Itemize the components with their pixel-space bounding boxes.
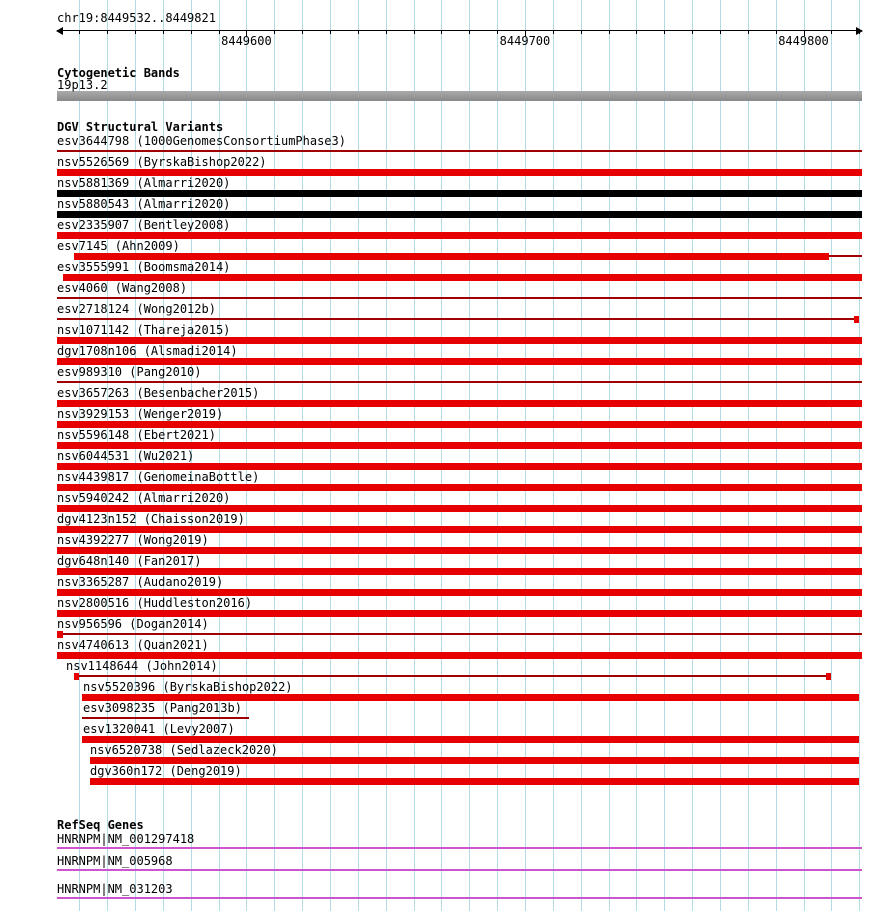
ruler-tick (219, 31, 220, 34)
gridline (804, 0, 805, 911)
ruler-tick (776, 31, 777, 34)
variant-label[interactable]: nsv5940242 (Almarri2020) (57, 491, 231, 505)
ruler-tick (107, 31, 108, 34)
ruler-tick (79, 31, 80, 34)
variant-thick[interactable] (82, 736, 859, 743)
variant-line[interactable] (57, 381, 862, 383)
variant-thick[interactable] (57, 442, 862, 449)
variant-block[interactable] (826, 673, 832, 680)
variant-label[interactable]: esv2335907 (Bentley2008) (57, 218, 231, 232)
variant-thick[interactable] (57, 526, 862, 533)
ruler-tick (859, 31, 860, 34)
variant-line[interactable] (63, 633, 862, 635)
ruler-tick (609, 31, 610, 34)
variant-label[interactable]: esv4060 (Wang2008) (57, 281, 188, 295)
variant-label[interactable]: dgv360n172 (Deng2019) (90, 764, 242, 778)
variant-thick[interactable] (57, 505, 862, 512)
variant-line[interactable] (79, 675, 826, 677)
ruler-tick-label: 8449700 (499, 34, 551, 48)
cytoband-bar[interactable] (57, 91, 862, 101)
variant-thick[interactable] (57, 652, 862, 659)
gridline (358, 0, 359, 911)
gene-line[interactable] (57, 897, 862, 899)
gene-line[interactable] (57, 869, 862, 871)
variant-label[interactable]: dgv4123n152 (Chaisson2019) (57, 512, 245, 526)
gridline (609, 0, 610, 911)
variant-label[interactable]: nsv3365287 (Audano2019) (57, 575, 224, 589)
variant-label[interactable]: esv3555991 (Boomsma2014) (57, 260, 231, 274)
ruler-tick (135, 31, 136, 34)
ruler-tick (163, 31, 164, 34)
ruler-tick (636, 31, 637, 34)
variant-label[interactable]: nsv6520738 (Sedlazeck2020) (90, 743, 278, 757)
variant-thick[interactable] (63, 274, 862, 281)
variant-label[interactable]: nsv5526569 (ByrskaBishop2022) (57, 155, 267, 169)
ruler-tick (469, 31, 470, 34)
variant-label[interactable]: nsv6044531 (Wu2021) (57, 449, 195, 463)
ruler-tick (441, 31, 442, 34)
variant-label[interactable]: nsv1148644 (John2014) (66, 659, 218, 673)
variant-label[interactable]: nsv5881369 (Almarri2020) (57, 176, 231, 190)
refseq-heading: RefSeq Genes (57, 818, 144, 832)
variant-label[interactable]: dgv1708n106 (Alsmadi2014) (57, 344, 238, 358)
ruler-line[interactable] (57, 30, 862, 31)
variant-label[interactable]: esv1320041 (Levy2007) (83, 722, 235, 736)
ruler-left-arrow-icon (56, 27, 63, 35)
variant-label[interactable]: esv989310 (Pang2010) (57, 365, 202, 379)
ruler-tick (553, 31, 554, 34)
ruler-tick (414, 31, 415, 34)
variant-label[interactable]: esv3098235 (Pang2013b) (83, 701, 242, 715)
variant-thick[interactable] (57, 400, 862, 407)
variant-thick[interactable] (57, 337, 862, 344)
gene-label[interactable]: HNRNPM|NM_005968 (57, 854, 173, 868)
gridline (776, 0, 777, 911)
variant-thick[interactable] (57, 232, 862, 239)
variant-thick[interactable] (57, 211, 862, 218)
variant-block[interactable] (854, 316, 860, 323)
variant-label[interactable]: nsv5520396 (ByrskaBishop2022) (83, 680, 293, 694)
gene-label[interactable]: HNRNPM|NM_031203 (57, 882, 173, 896)
gridline (497, 0, 498, 911)
cytoband-name-label: 19p13.2 (57, 78, 108, 92)
cytobands-heading: Cytogenetic Bands (57, 66, 180, 80)
ruler-tick (720, 31, 721, 34)
variant-line[interactable] (57, 318, 854, 320)
variant-label[interactable]: nsv1071142 (Thareja2015) (57, 323, 231, 337)
variant-thick[interactable] (57, 169, 862, 176)
ruler-tick (748, 31, 749, 34)
variant-line[interactable] (57, 297, 862, 299)
variant-label[interactable]: esv3657263 (Besenbacher2015) (57, 386, 260, 400)
gridline (636, 0, 637, 911)
gridline (553, 0, 554, 911)
dgv-heading: DGV Structural Variants (57, 120, 224, 134)
ruler-tick (358, 31, 359, 34)
ruler-tick-label: 8449600 (221, 34, 272, 48)
variant-thick[interactable] (90, 778, 859, 785)
gridline (748, 0, 749, 911)
variant-label[interactable]: nsv4392277 (Wong2019) (57, 533, 209, 547)
variant-label[interactable]: nsv5880543 (Almarri2020) (57, 197, 231, 211)
variant-label[interactable]: esv2718124 (Wong2012b) (57, 302, 216, 316)
ruler-tick (330, 31, 331, 34)
variant-line[interactable] (57, 150, 862, 152)
variant-thick[interactable] (57, 190, 862, 197)
ruler-tick (497, 31, 498, 34)
gridline (692, 0, 693, 911)
ruler-tick-label: 8449800 (778, 34, 829, 48)
gene-line[interactable] (57, 847, 862, 849)
gene-label[interactable]: HNRNPM|NM_001297418 (57, 832, 195, 846)
gridline (720, 0, 721, 911)
variant-label[interactable]: esv3644798 (1000GenomesConsortiumPhase3) (57, 134, 346, 148)
variant-label[interactable]: dgv648n140 (Fan2017) (57, 554, 202, 568)
variant-label[interactable]: nsv5596148 (Ebert2021) (57, 428, 216, 442)
ruler-tick (831, 31, 832, 34)
ruler-tick (692, 31, 693, 34)
variant-thick[interactable] (57, 358, 862, 365)
variant-line[interactable] (82, 717, 249, 719)
gridline (831, 0, 832, 911)
gridline (664, 0, 665, 911)
variant-thick[interactable] (82, 694, 859, 701)
variant-thick[interactable] (57, 610, 862, 617)
variant-label[interactable]: esv7145 (Ahn2009) (57, 239, 180, 253)
gridline (859, 0, 860, 911)
variant-thick[interactable] (57, 547, 862, 554)
ruler-tick (191, 31, 192, 34)
variant-label[interactable]: nsv2800516 (Huddleston2016) (57, 596, 253, 610)
variant-label[interactable]: nsv4740613 (Quan2021) (57, 638, 209, 652)
ruler-tick (664, 31, 665, 34)
variant-thick[interactable] (57, 484, 862, 491)
gridline (386, 0, 387, 911)
variant-line[interactable] (829, 255, 862, 257)
ruler-tick (302, 31, 303, 34)
gridline (525, 0, 526, 911)
variant-thick[interactable] (57, 463, 862, 470)
ruler-tick (274, 31, 275, 34)
gridline (441, 0, 442, 911)
region-coordinates: chr19:8449532..8449821 (57, 11, 216, 25)
ruler-tick (386, 31, 387, 34)
variant-thick[interactable] (74, 253, 829, 260)
variant-thick[interactable] (57, 421, 862, 428)
ruler-tick (581, 31, 582, 34)
variant-label[interactable]: nsv4439817 (GenomeinaBottle) (57, 470, 260, 484)
variant-label[interactable]: nsv956596 (Dogan2014) (57, 617, 209, 631)
variant-thick[interactable] (57, 589, 862, 596)
variant-label[interactable]: nsv3929153 (Wenger2019) (57, 407, 224, 421)
variant-thick[interactable] (57, 568, 862, 575)
gridline (414, 0, 415, 911)
variant-thick[interactable] (90, 757, 859, 764)
gridline (469, 0, 470, 911)
gridline (581, 0, 582, 911)
